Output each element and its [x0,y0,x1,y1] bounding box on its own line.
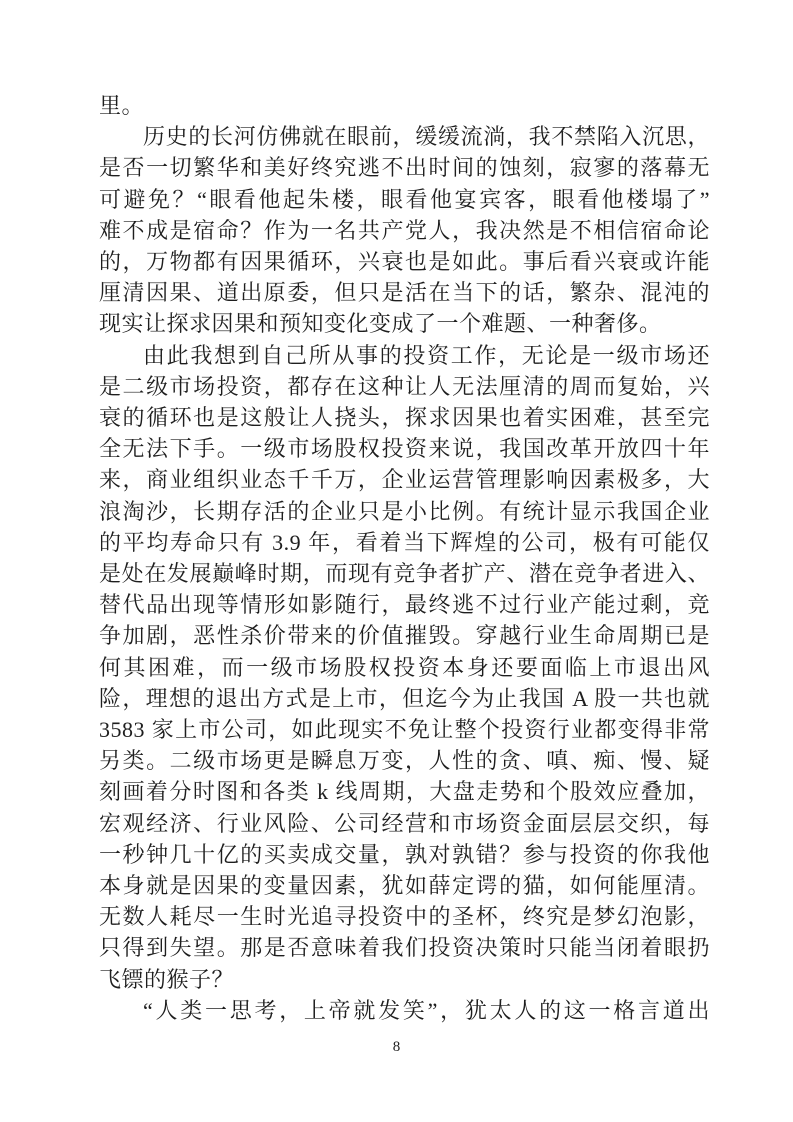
paragraph-proverb [99,995,710,1026]
page-number: 8 [392,1039,401,1055]
text-line: 是二级市场投资，都存在这种让人无法厘清的周而复始，兴 [99,373,710,399]
text-line: “人类一思考，上帝就发笑”，犹太人的这一格言道出 [143,997,710,1023]
text-line: 替代品出现等情形如影随行，最终逃不过行业产能过剩，竞 [99,592,710,618]
text-line: 是否一切繁华和美好终究逃不出时间的蚀刻，寂寥的落幕无 [99,155,710,181]
text-line: 浪淘沙，长期存活的企业只是小比例。有统计显示我国企业 [99,498,710,524]
text-line: 一秒钟几十亿的买卖成交量，孰对孰错？参与投资的你我他 [99,841,710,867]
paragraph-investing [99,340,710,995]
text-line: 衰的循环也是这般让人挠头，探求因果也着实困难，甚至完 [99,405,710,431]
text-line: 可避免？“眼看他起朱楼，眼看他宴宾客，眼看他楼塌了” [99,186,710,212]
text-line: 里。 [99,93,145,118]
text-line: 历史的长河仿佛就在眼前，缓缓流淌，我不禁陷入沉思， [143,124,710,150]
text-line: 全无法下手。一级市场股权投资来说，我国改革开放四十年 [99,436,710,462]
text-line: 争加剧，恶性杀价带来的价值摧毁。穿越行业生命周期已是 [99,623,710,649]
paragraph-history [99,121,710,339]
text-line: 只得到失望。那是否意味着我们投资决策时只能当闭着眼扔 [99,935,710,961]
text-line: 无数人耗尽一生时光追寻投资中的圣杯，终究是梦幻泡影， [99,904,710,930]
text-line: 的，万物都有因果循环，兴衰也是如此。事后看兴衰或许能 [99,249,710,275]
text-line: 宏观经济、行业风险、公司经营和市场资金面层层交织，每 [99,810,710,836]
paragraph-continuation [99,90,710,121]
text-line: 刻画着分时图和各类 k 线周期，大盘走势和个股效应叠加， [99,779,710,805]
text-line: 是处在发展巅峰时期，而现有竞争者扩产、潜在竞争者进入、 [99,561,710,587]
text-line: 现实让探求因果和预知变化变成了一个难题、一种奢侈。 [99,311,662,337]
text-line: 飞镖的猴子？ [99,966,235,992]
text-line: 厘清因果、道出原委，但只是活在当下的话，繁杂、混沌的 [99,280,710,306]
text-line: 难不成是宿命？作为一名共产党人，我决然是不相信宿命论 [99,217,710,243]
text-line: 由此我想到自己所从事的投资工作，无论是一级市场还 [143,342,710,368]
text-line: 本身就是因果的变量因素，犹如薛定谔的猫，如何能厘清。 [99,873,710,899]
text-line: 另类。二级市场更是瞬息万变，人性的贪、嗔、痴、慢、疑 [99,748,710,774]
text-line: 何其困难，而一级市场股权投资本身还要面临上市退出风 [99,654,710,680]
text-line: 3583 家上市公司，如此现实不免让整个投资行业都变得非常 [99,717,710,743]
page-footer [0,1038,793,1056]
body-text [99,90,710,1026]
text-line: 险，理想的退出方式是上市，但迄今为止我国 A 股一共也就 [99,685,710,711]
text-line: 来，商业组织业态千千万，企业运营管理影响因素极多，大 [99,467,710,493]
text-line: 的平均寿命只有 3.9 年，看着当下辉煌的公司，极有可能仅 [99,529,710,555]
